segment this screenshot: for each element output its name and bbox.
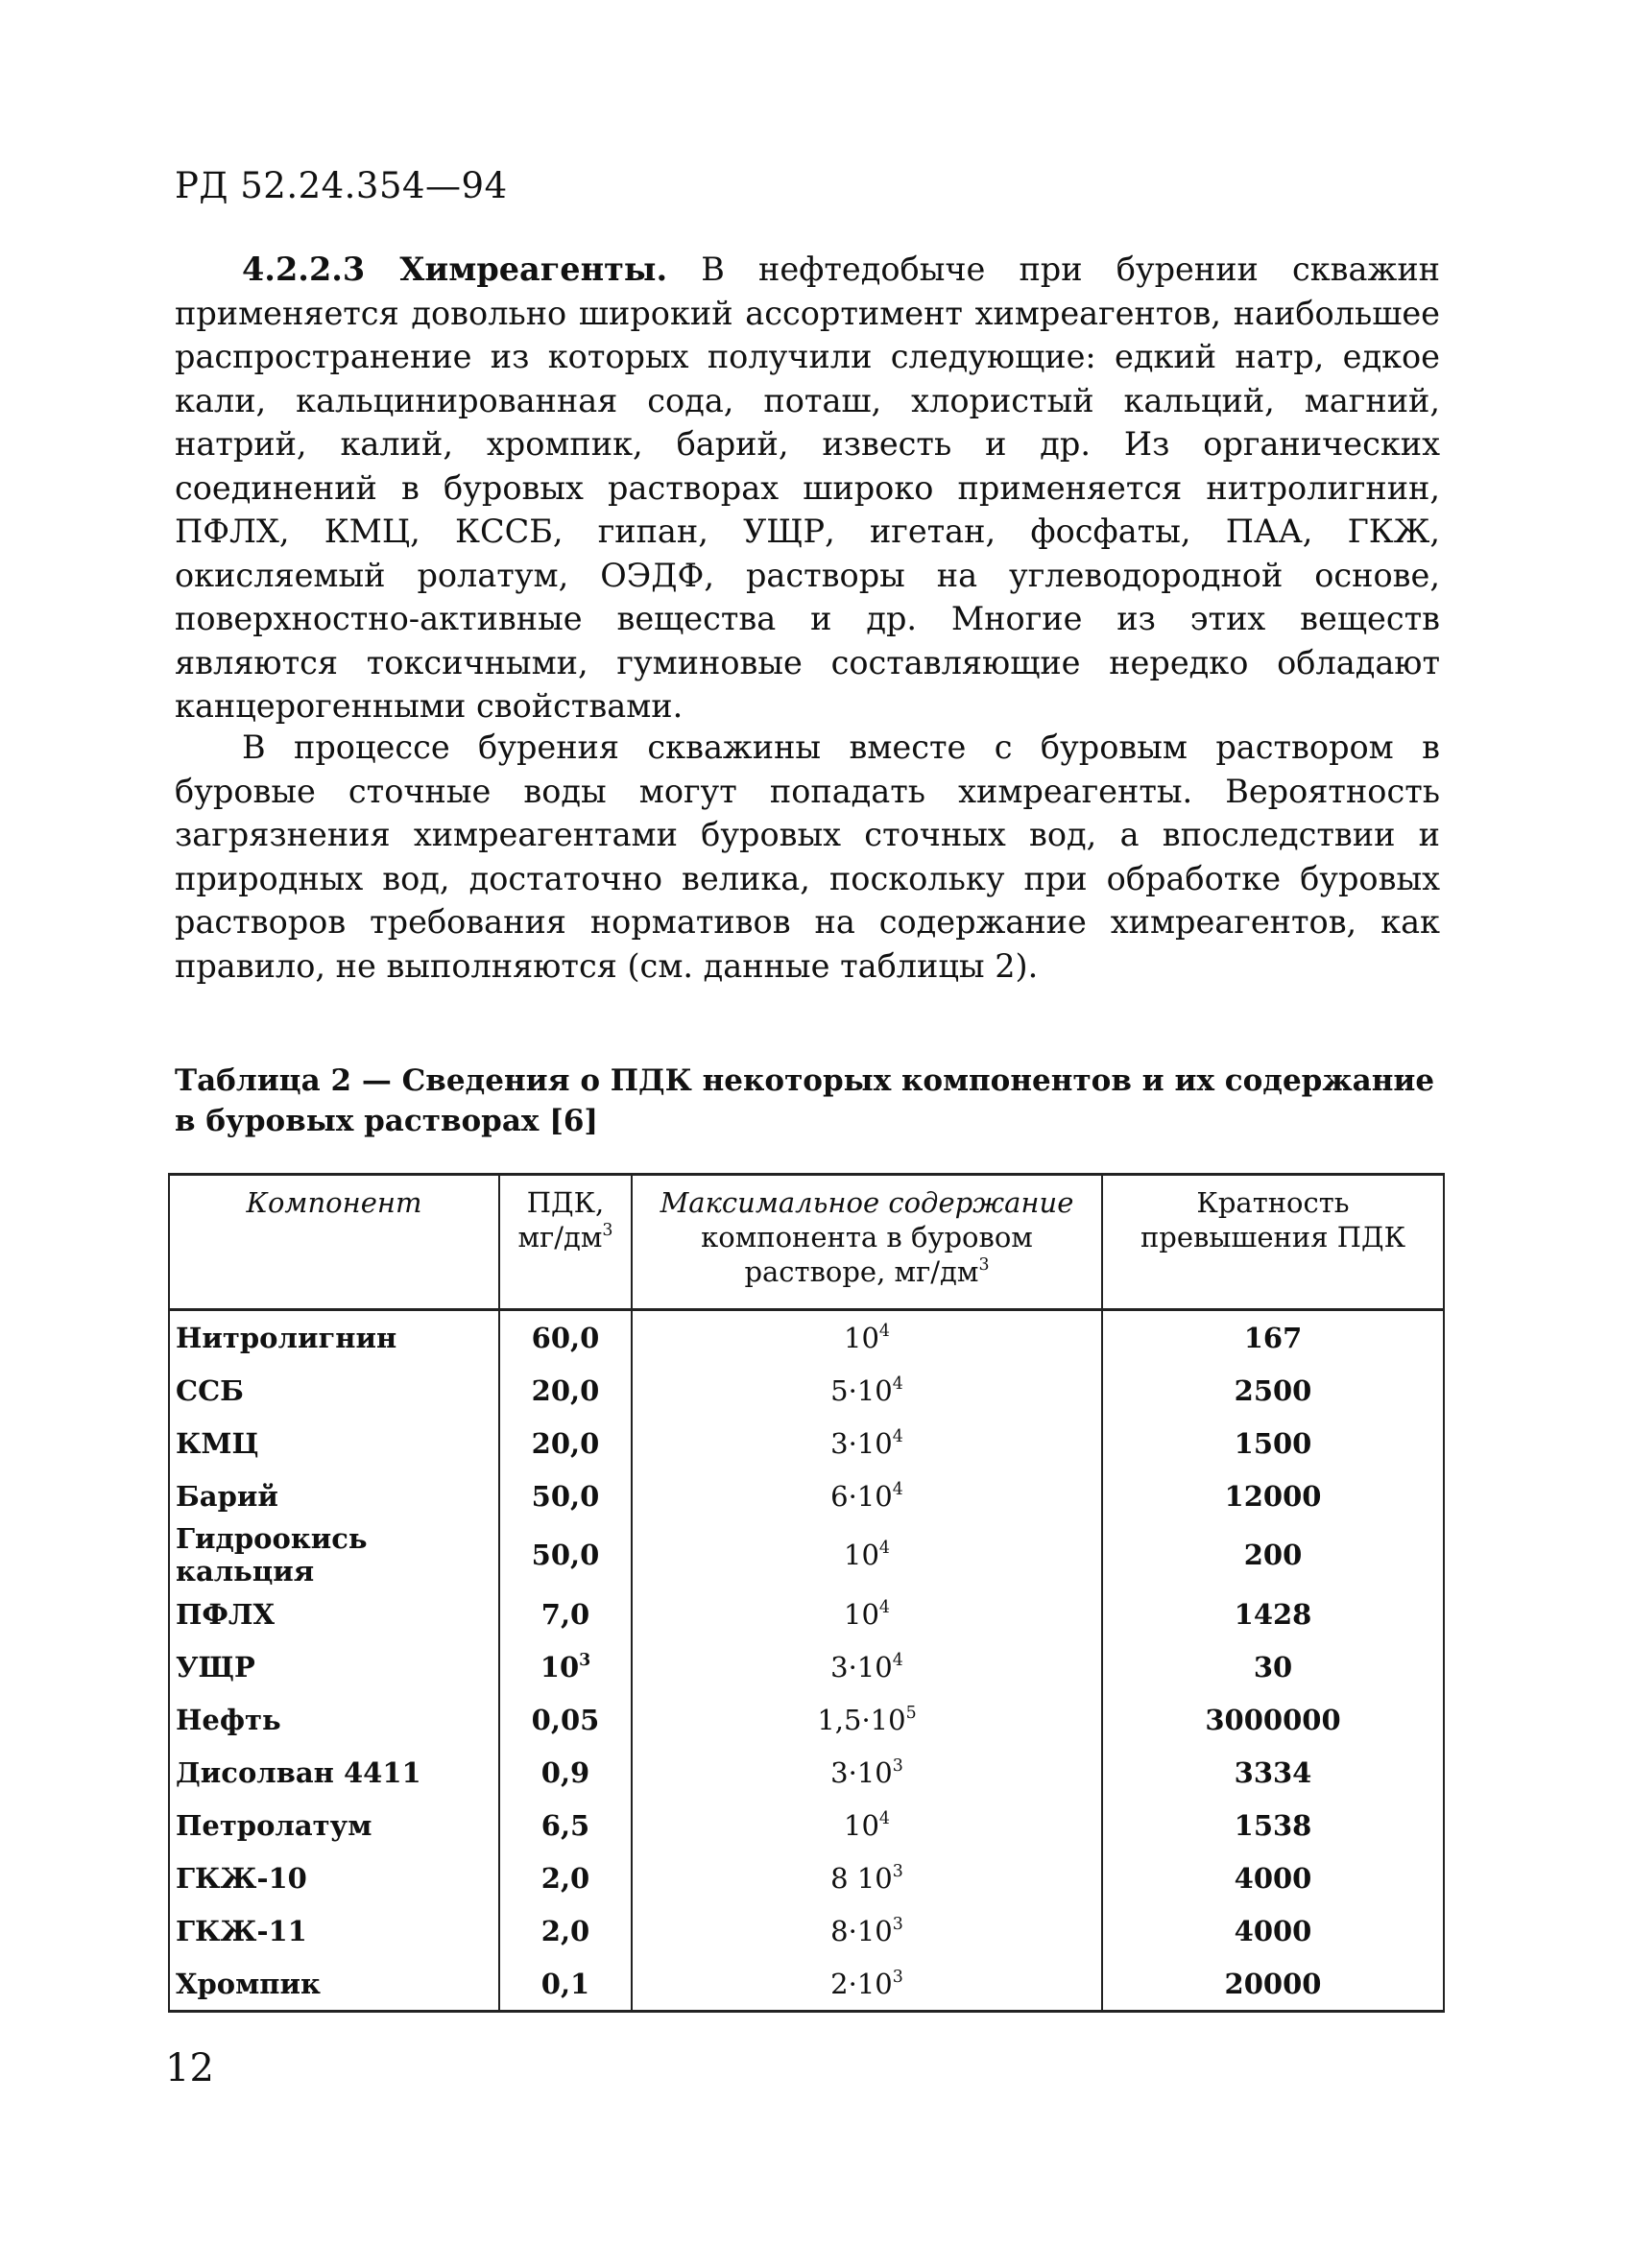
cell-pdk-value: 0,9 (540, 1755, 590, 1789)
table-row (169, 1693, 1444, 1746)
cell-max-exp: 5 (905, 1703, 917, 1723)
cell-pdk-value: 7,0 (540, 1597, 590, 1631)
cell-max-exp: 3 (892, 1755, 903, 1776)
header-max-line2: компонента в буровом (701, 1221, 1033, 1253)
table-row (169, 1588, 1444, 1640)
header-max-line3: растворе, мг/дм (744, 1255, 979, 1288)
pdk-table (168, 1173, 1445, 2013)
cell-max-exp: 4 (878, 1808, 890, 1828)
cell-ratio: 167 (1102, 1310, 1444, 1365)
cell-max-exp: 4 (892, 1426, 903, 1446)
cell-pdk (499, 1640, 632, 1693)
cell-pdk-value: 6,5 (540, 1808, 590, 1842)
cell-max-content: $3\cdot 10^4$ (632, 1417, 1102, 1469)
table-row (169, 1746, 1444, 1799)
cell-pdk (499, 1746, 632, 1799)
paragraph-chemicals (175, 248, 1440, 728)
cell-component: КМЦ (169, 1417, 499, 1469)
cell-max-exp: 4 (878, 1321, 890, 1341)
table-row (169, 1904, 1444, 1957)
cell-max-exp: 4 (892, 1650, 903, 1670)
cell-max-content: $3\cdot 10^3$ (632, 1746, 1102, 1799)
cell-pdk-value: 0,05 (531, 1703, 600, 1736)
cell-max-exp: 3 (892, 1914, 903, 1934)
cell-max-coef: 2· (830, 1967, 857, 2000)
cell-ratio: 1428 (1102, 1588, 1444, 1640)
cell-pdk-value: 2,0 (540, 1861, 590, 1895)
cell-ratio: 4000 (1102, 1851, 1444, 1904)
cell-max-content: $6\cdot 10^4$ (632, 1469, 1102, 1522)
cell-pdk (499, 1417, 632, 1469)
section-heading: 4.2.2.3 Химреагенты. (242, 251, 668, 288)
cell-max-content: $10^4$ (632, 1522, 1102, 1588)
cell-max-exp: 4 (878, 1538, 890, 1558)
cell-max-coef: 8 (830, 1861, 857, 1895)
cell-ratio: 20000 (1102, 1957, 1444, 2012)
cell-pdk (499, 1693, 632, 1746)
cell-pdk-value: 50,0 (531, 1539, 600, 1571)
cell-max-exp: 3 (892, 1861, 903, 1881)
cell-pdk-value: 2,0 (540, 1914, 590, 1947)
cell-pdk-value: 20,0 (531, 1426, 600, 1460)
header-pdk-exp: 3 (602, 1220, 613, 1240)
paragraph-chemicals-text: В нефтедобыче при бурении скважин применяется довольно широкий ассортимент химреагентов, наибольшее распространение из которых получили следующие: едкий натр, едкое кали, кальцинированная сода, поташ, хлористый кальций, магний, натрий, калий, хромпик, барий, известь и др. Из органических соединений в буровых растворах широко применяется нитролигнин, ПФЛХ, КМЦ, КССБ, гипан, УЩР, игетан, фосфаты, ПАА, ГКЖ, окисляемый ролатум, ОЭДФ, растворы на углеводородной основе, поверхностно-активные вещества и др. Многие из этих веществ являются токсичными, гуминовые составляющие нередко обладают канцерогенными свойствами. (175, 251, 1440, 725)
cell-max-coef: 3· (830, 1755, 857, 1789)
cell-component: Петролатум (169, 1799, 499, 1851)
cell-max-coef: 6· (830, 1479, 857, 1513)
header-max-content (632, 1175, 1102, 1310)
cell-max-content: $10^4$ (632, 1588, 1102, 1640)
document-code: РД 52.24.354—94 (175, 165, 508, 206)
table-row (169, 1364, 1444, 1417)
cell-max-content: $3\cdot 10^4$ (632, 1640, 1102, 1693)
cell-ratio: 12000 (1102, 1469, 1444, 1522)
cell-max-exp: 4 (878, 1597, 890, 1617)
cell-pdk (499, 1904, 632, 1957)
table-row (169, 1851, 1444, 1904)
header-ratio (1102, 1175, 1444, 1310)
cell-pdk-exp: 3 (579, 1650, 591, 1670)
cell-component: УЩР (169, 1640, 499, 1693)
cell-max-content: $2\cdot 10^3$ (632, 1957, 1102, 2012)
table-row (169, 1417, 1444, 1469)
cell-component: Барий (169, 1469, 499, 1522)
cell-pdk-value: 20,0 (531, 1373, 600, 1407)
table-body (169, 1310, 1444, 2012)
cell-ratio: 1538 (1102, 1799, 1444, 1851)
table-row (169, 1957, 1444, 2012)
table-row (169, 1799, 1444, 1851)
cell-component: ПФЛХ (169, 1588, 499, 1640)
cell-pdk (499, 1310, 632, 1365)
cell-pdk (499, 1799, 632, 1851)
cell-component: ГКЖ-11 (169, 1904, 499, 1957)
cell-ratio: 30 (1102, 1640, 1444, 1693)
cell-max-coef: 1,5· (817, 1703, 871, 1736)
cell-pdk-value: 10 (540, 1650, 580, 1683)
cell-component: Дисолван 4411 (169, 1746, 499, 1799)
table-row (169, 1469, 1444, 1522)
header-component (169, 1175, 499, 1310)
table-row (169, 1640, 1444, 1693)
cell-max-content: $1,5\cdot 10^5$ (632, 1693, 1102, 1746)
cell-max-content: $5\cdot 10^4$ (632, 1364, 1102, 1417)
cell-component: Нитролигнин (169, 1310, 499, 1365)
table-header-row (169, 1175, 1444, 1310)
cell-component: ССБ (169, 1364, 499, 1417)
cell-pdk (499, 1469, 632, 1522)
header-ratio-line1: Кратность (1196, 1186, 1350, 1219)
cell-pdk (499, 1588, 632, 1640)
cell-ratio: 3334 (1102, 1746, 1444, 1799)
header-max-line1: Максимальное содержание (660, 1186, 1074, 1219)
cell-max-content: 8 $10^3$ (632, 1851, 1102, 1904)
cell-max-coef: 8· (830, 1914, 857, 1947)
cell-pdk (499, 1957, 632, 2012)
page-number: 12 (165, 2046, 214, 2090)
header-pdk-line1: ПДК, (526, 1186, 605, 1219)
cell-pdk-value: 0,1 (540, 1967, 590, 2000)
cell-ratio: 4000 (1102, 1904, 1444, 1957)
cell-max-exp: 4 (892, 1373, 903, 1394)
paragraph-drilling: В процессе бурения скважины вместе с буровым раствором в буровые сточные воды могут попадать химреагенты. Вероятность загрязнения химреагентами буровых сточных вод, а впоследствии и природных вод, достаточно велика, поскольку при обработке буровых растворов требования нормативов на содержание химреагентов, как правило, не выполняются (см. данные таблицы 2). (175, 728, 1440, 985)
cell-max-content: $8\cdot 10^3$ (632, 1904, 1102, 1957)
header-component-label: Компонент (246, 1186, 422, 1219)
cell-ratio: 3000000 (1102, 1693, 1444, 1746)
cell-pdk (499, 1364, 632, 1417)
table-row (169, 1522, 1444, 1588)
cell-max-content: $10^4$ (632, 1310, 1102, 1365)
table-row (169, 1310, 1444, 1365)
cell-ratio: 200 (1102, 1522, 1444, 1588)
header-pdk (499, 1175, 632, 1310)
cell-ratio: 2500 (1102, 1364, 1444, 1417)
cell-max-coef: 5· (830, 1373, 857, 1407)
cell-pdk-value: 60,0 (531, 1321, 600, 1354)
cell-component: ГКЖ-10 (169, 1851, 499, 1904)
cell-component: Нефть (169, 1693, 499, 1746)
cell-component: Гидроокись кальция (169, 1522, 499, 1588)
cell-ratio: 1500 (1102, 1417, 1444, 1469)
cell-max-exp: 4 (892, 1479, 903, 1499)
cell-max-exp: 3 (892, 1967, 903, 1987)
cell-pdk (499, 1851, 632, 1904)
cell-pdk-value: 50,0 (531, 1479, 600, 1513)
cell-max-coef: 3· (830, 1650, 857, 1683)
cell-pdk (499, 1522, 632, 1588)
cell-max-content: $10^4$ (632, 1799, 1102, 1851)
header-ratio-line2: превышения ПДК (1140, 1221, 1406, 1253)
cell-max-coef: 3· (830, 1426, 857, 1460)
cell-component: Хромпик (169, 1957, 499, 2012)
header-pdk-line2: мг/дм (517, 1221, 603, 1253)
table-caption: Таблица 2 — Сведения о ПДК некоторых компонентов и их содержание в буровых растворах [6] (175, 1063, 1435, 1138)
header-max-exp: 3 (978, 1254, 990, 1275)
